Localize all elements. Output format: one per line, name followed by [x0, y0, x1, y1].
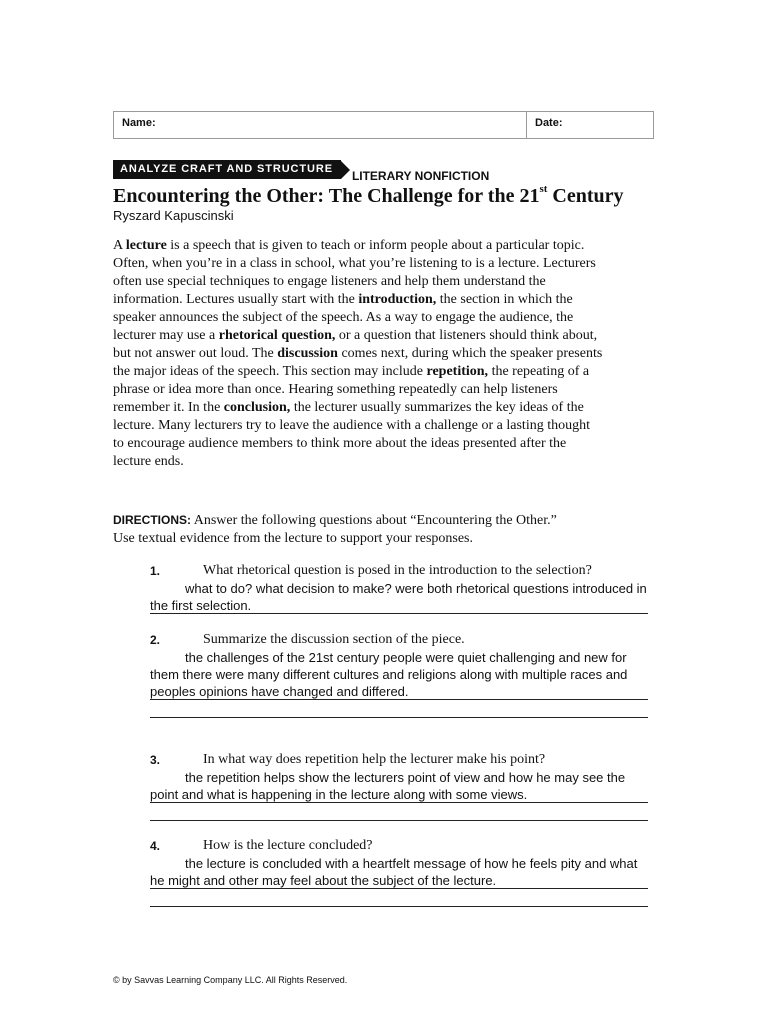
- directions-text: Answer the following questions about “Encountering the Other.” Use textual evidence from the lecture to support your responses.: [113, 513, 557, 546]
- date-field[interactable]: [527, 112, 653, 138]
- term-discussion: discussion: [277, 346, 338, 361]
- question-number: 4.: [150, 839, 161, 853]
- section-banner: [113, 160, 490, 183]
- question-number: 1.: [150, 564, 161, 578]
- answer-line: [150, 820, 648, 821]
- question-text: In what way does repetition help the lecturer make his point?: [203, 752, 546, 767]
- author-name: Ryszard Kapuscinski: [113, 208, 234, 223]
- intro-text: the lecturer usually summarizes the key ideas of the lecture. Many lecturers try to leave the audience with a challenge or a lasting thought to encourage audience members to think more about the ideas presented after the lecture ends.: [113, 400, 590, 469]
- date-label: Date:: [535, 117, 563, 129]
- question-4: [150, 837, 648, 889]
- title-main: Encountering the Other: The Challenge for the 21: [113, 185, 540, 207]
- craft-tag: ANALYZE CRAFT AND STRUCTURE: [113, 160, 341, 179]
- directions: [113, 511, 573, 548]
- term-rhetorical-question: rhetorical question,: [218, 328, 336, 343]
- question-number: 3.: [150, 753, 161, 767]
- term-lecture: lecture: [125, 238, 167, 253]
- title-end: Century: [547, 185, 624, 207]
- intro-text: the repeating of a phrase or idea more than once. Hearing something repeatedly can help listeners remember it. In the: [113, 364, 590, 415]
- question-1: [150, 562, 648, 614]
- name-field[interactable]: [114, 112, 527, 138]
- arrow-icon: [341, 161, 350, 179]
- title-superscript: st: [539, 183, 548, 196]
- answer-line: [150, 717, 648, 718]
- answer-line: [150, 802, 648, 803]
- question-3: [150, 751, 648, 803]
- page-title: [113, 184, 713, 208]
- intro-text: the section in which the speaker announces the subject of the speech. As a way to engage the audience, the lecturer may use a: [113, 292, 574, 343]
- answer-line: [150, 699, 648, 700]
- answer-text[interactable]: what to do? what decision to make? were both rhetorical questions introduced in the first selection.: [150, 581, 647, 613]
- answer-text[interactable]: the repetition helps show the lecturers point of view and how he may see the point and what is happening in the lecture along with some views.: [150, 770, 626, 802]
- question-2: [150, 631, 648, 700]
- genre-label: LITERARY NONFICTION: [351, 168, 490, 183]
- intro-text: comes next, during which the speaker presents the major ideas of the speech. This section may include: [113, 346, 603, 379]
- term-conclusion: conclusion,: [223, 400, 291, 415]
- answer-text[interactable]: the challenges of the 21st century people were quiet challenging and new for them there were many different cultures and religions along with multiple races and peoples opinions have changed and differed.: [150, 650, 628, 699]
- directions-label: DIRECTIONS:: [113, 513, 191, 527]
- name-label: Name:: [122, 117, 156, 129]
- question-text: How is the lecture concluded?: [203, 838, 373, 853]
- question-number: 2.: [150, 633, 161, 647]
- answer-line: [150, 613, 648, 614]
- term-introduction: introduction,: [358, 292, 437, 307]
- answer-line: [150, 888, 648, 889]
- copyright-footer: © by Savvas Learning Company LLC. All Rights Reserved.: [113, 975, 348, 985]
- intro-text: is a speech that is given to teach or inform people about a particular topic. Often, when you’re in a class in school, what you’re listening to is a lecture. Lecturers often use special techniques to engage listeners and help them understand the information. Lectures usually start with the: [113, 238, 596, 307]
- intro-paragraph: [113, 237, 603, 471]
- name-date-box: [113, 111, 654, 139]
- question-text: What rhetorical question is posed in the introduction to the selection?: [203, 563, 592, 578]
- question-text: Summarize the discussion section of the piece.: [203, 632, 465, 647]
- answer-text[interactable]: the lecture is concluded with a heartfelt message of how he feels pity and what he might and other may feel about the subject of the lecture.: [150, 856, 638, 888]
- intro-text: A: [113, 238, 126, 253]
- answer-line: [150, 906, 648, 907]
- term-repetition: repetition,: [426, 364, 489, 379]
- intro-text: or a question that listeners should think about, but not answer out loud. The: [113, 328, 598, 361]
